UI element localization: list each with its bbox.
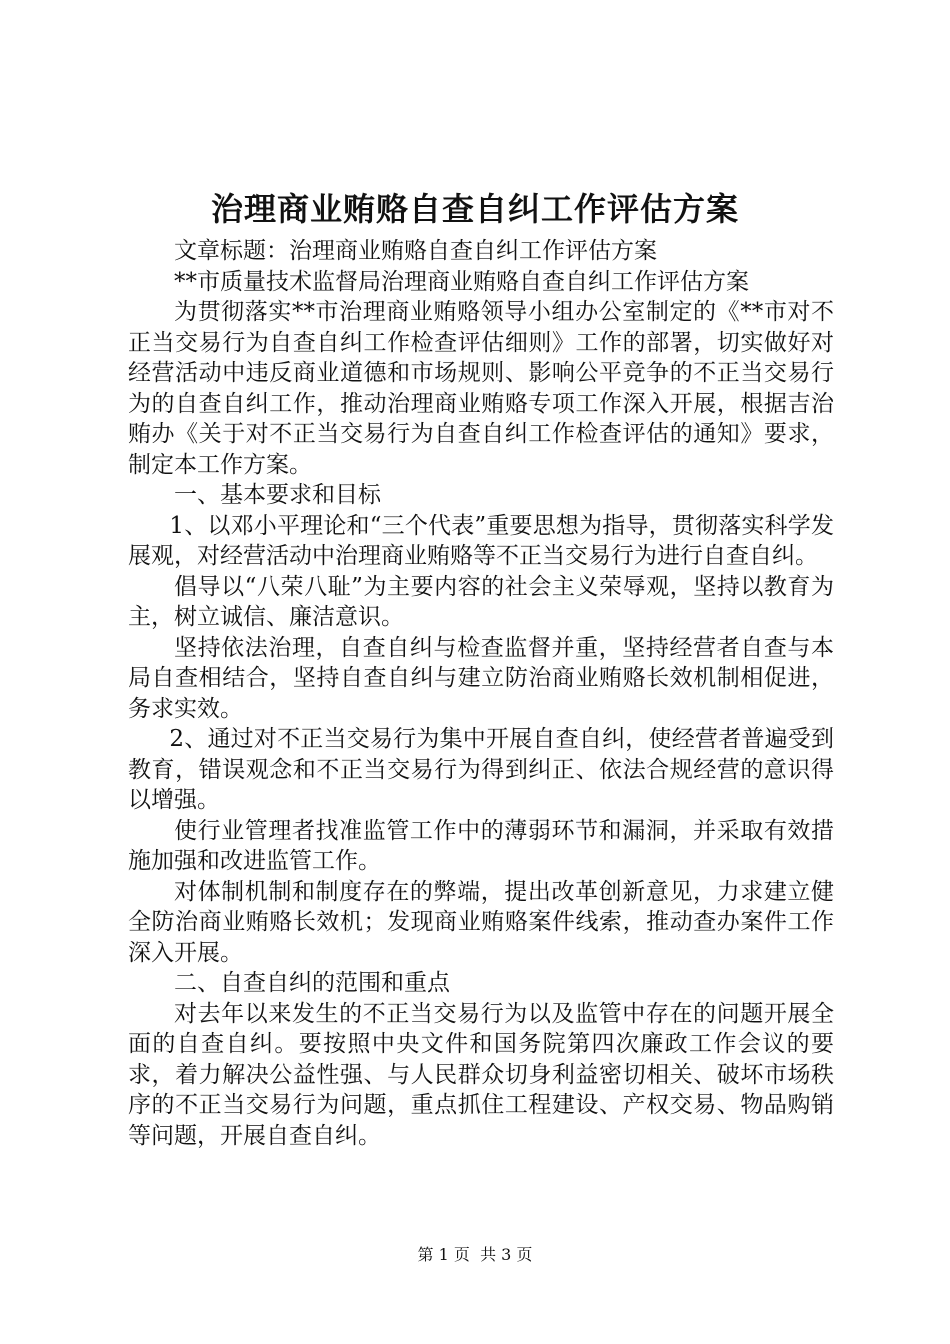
- paragraph-intro: 为贯彻落实**市治理商业贿赂领导小组办公室制定的《**市对不正当交易行为自查自纠工作检查评估细则》工作的部署，切实做好对经营活动中违反商业道德和市场规则、影响公平竞争的不正当交易行为的自查自纠工作，推动治理商业贿赂专项工作深入开展，根据吉治贿办《关于对不正当交易行为自查自纠工作检查评估的通知》要求，制定本工作方案。: [128, 299, 834, 478]
- paragraph-honor-view: 倡导以“八荣八耻”为主要内容的社会主义荣辱观，坚持以教育为主，树立诚信、廉洁意识。: [128, 573, 834, 630]
- paragraph-item-2: 2、通过对不正当交易行为集中开展自查自纠，使经营者普遍受到教育，错误观念和不正当交易行为得到纠正、依法合规经营的意识得以增强。: [128, 726, 834, 813]
- section-heading-2: 二、自查自纠的范围和重点: [174, 970, 450, 996]
- paragraph-subtitle: **市质量技术监督局治理商业贿赂自查自纠工作评估方案: [174, 268, 749, 295]
- page-number: 第 1 页 共 3 页: [417, 1245, 533, 1264]
- paragraph-reform: 对体制机制和制度存在的弊端，提出改革创新意见，力求建立健全防治商业贿赂长效机；发现商业贿赂案件线索，推动查办案件工作深入开展。: [128, 878, 834, 966]
- document-body: [128, 236, 834, 1151]
- paragraph-rule-of-law: 坚持依法治理，自查自纠与检查监督并重，坚持经营者自查与本局自查相结合，坚持自查自纠与建立防治商业贿赂长效机制相促进，务求实效。: [128, 634, 834, 722]
- paragraph-item-1: 1、以邓小平理论和“三个代表”重要思想为指导，贯彻落实科学发展观，对经营活动中治理商业贿赂等不正当交易行为进行自查自纠。: [128, 512, 834, 569]
- page-footer: [0, 1244, 950, 1266]
- document-title: 治理商业贿赂自查自纠工作评估方案: [210, 190, 739, 228]
- section-heading-1: 一、基本要求和目标: [174, 482, 381, 508]
- paragraph-scope: 对去年以来发生的不正当交易行为以及监管中存在的问题开展全面的自查自纠。要按照中央文件和国务院第四次廉政工作会议的要求，着力解决公益性强、与人民群众切身利益密切相关、破坏市场秩序的不正当交易行为问题，重点抓住工程建设、产权交易、物品购销等问题，开展自查自纠。: [128, 1000, 834, 1149]
- paragraph-article-title: 文章标题：治理商业贿赂自查自纠工作评估方案: [174, 238, 657, 264]
- paragraph-regulators: 使行业管理者找准监管工作中的薄弱环节和漏洞，并采取有效措施加强和改进监管工作。: [128, 817, 834, 874]
